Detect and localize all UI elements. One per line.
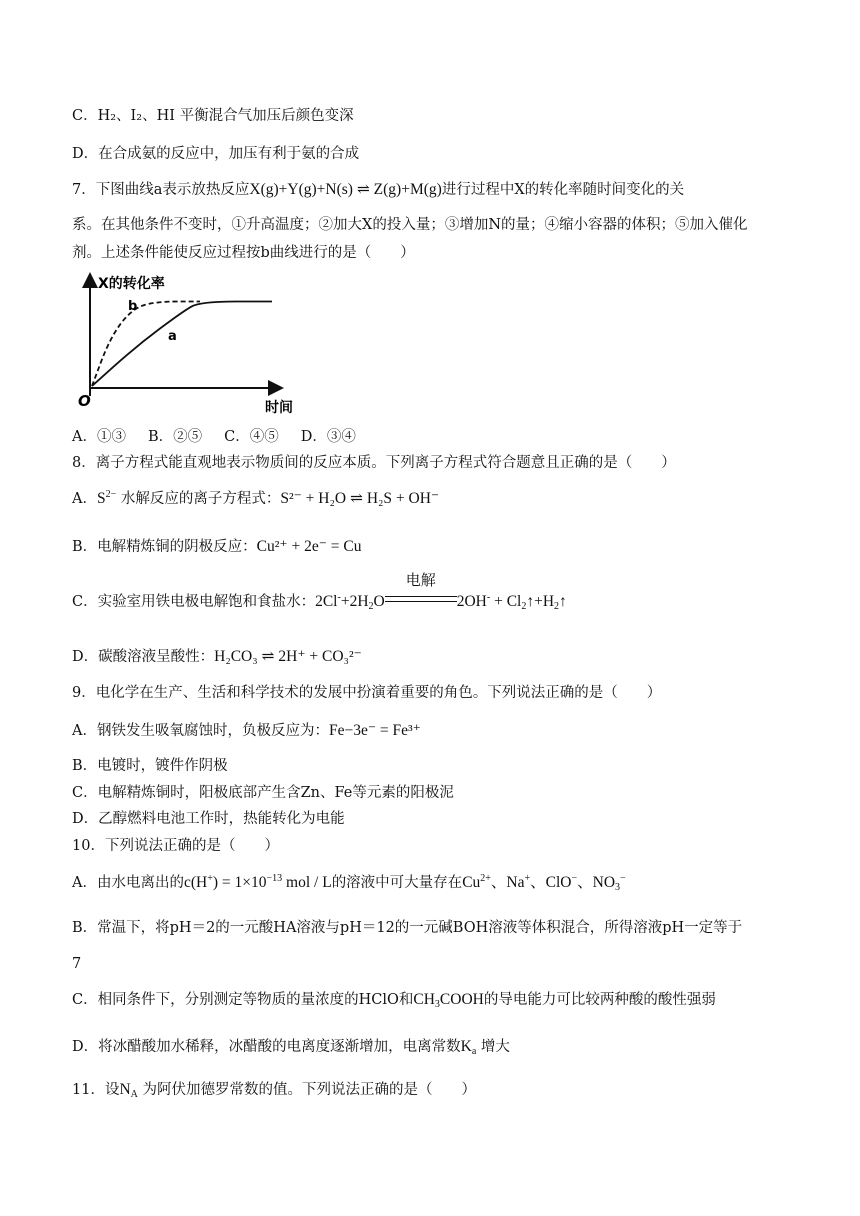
q7-option-b: B．②⑤	[147, 429, 203, 445]
q7-option-c: C．④⑤	[224, 429, 279, 445]
q7-options	[72, 427, 800, 447]
origin-label: O	[78, 392, 91, 410]
q10-option-d-symbol: $K_a$	[460, 1038, 477, 1057]
q9-option-a-equation: Fe−3e⁻ = Fe³⁺	[328, 722, 421, 739]
q8-option-c-rhs: $2OH^- + Cl_2↑+H_2↑$	[456, 592, 567, 612]
electrolysis-condition: 电解	[405, 571, 436, 589]
q7-stem-line3	[72, 243, 800, 263]
q8-option-d-text: D．碳酸溶液呈酸性：	[72, 649, 215, 665]
q10-option-b-line2	[72, 954, 800, 974]
q8-option-a-letter: A．	[72, 491, 97, 507]
q8-option-a	[72, 489, 800, 509]
q6-option-c-text: C．H₂、I₂、HI 平衡混合气加压后颜色变深	[72, 108, 354, 124]
q7-option-d: D．③④	[300, 429, 356, 445]
q10-option-c	[72, 990, 800, 1010]
q8-option-a-text: 水解反应的离子方程式：	[120, 491, 281, 507]
q9-option-c	[72, 783, 800, 803]
q8-stem	[72, 453, 800, 473]
q10-stem-text: 10．下列说法正确的是（ ）	[72, 838, 279, 854]
q10-option-b-text: B．常温下，将pH＝2的一元酸HA溶液与pH＝12的一元碱BOH溶液等体积混合，所得溶液pH一定等于	[72, 920, 743, 936]
q9-stem	[72, 683, 800, 703]
q10-option-d	[72, 1037, 800, 1057]
curve-a	[92, 302, 272, 386]
q10-option-d-post: 增大	[480, 1039, 510, 1055]
q8-stem-text: 8．离子方程式能直观地表示物质间的反应本质。下列离子方程式符合题意且正确的是（ ）	[72, 455, 676, 471]
q7-equation: X(g)+Y(g)+N(s) ⇌ Z(g)+M(g)	[249, 181, 442, 198]
q7-stem-line1	[72, 180, 800, 200]
q10-option-b-line1	[72, 918, 800, 938]
q6-option-c	[72, 106, 800, 126]
q9-stem-text: 9．电化学在生产、生活和科学技术的发展中扮演着重要的角色。下列说法正确的是（ ）	[72, 685, 662, 701]
y-axis-label: X的转化率	[98, 276, 165, 292]
q7-stem-line3-text: 剂。上述条件能使反应过程按b曲线进行的是（ ）	[72, 245, 415, 261]
q9-option-d-text: D．乙醇燃料电池工作时，热能转化为电能	[72, 811, 345, 827]
q7-stem-post: 进行过程中X的转化率随时间变化的关	[441, 182, 685, 198]
q8-option-c	[72, 571, 800, 612]
q11-symbol: $N_A$	[119, 1081, 138, 1100]
q10-option-c-pre: C．相同条件下，分别测定等物质的量浓度的HClO和	[72, 992, 414, 1008]
q6-option-d-text: D．在合成氨的反应中，加压有利于氨的合成	[72, 146, 360, 162]
conversion-rate-chart	[72, 270, 322, 420]
q10-option-c-formula: $CH_3COOH$	[413, 991, 484, 1010]
q11-stem-post: 为阿伏加德罗常数的值。下列说法正确的是（ ）	[142, 1082, 476, 1098]
q10-option-c-post: 的导电能力可比较两种酸的酸性强弱	[483, 992, 716, 1008]
q9-option-d	[72, 809, 800, 829]
q8-option-d	[72, 647, 800, 667]
q10-option-a-pre: A．由水电离出的	[72, 875, 184, 891]
x-axis-label: 时间	[265, 400, 293, 416]
q9-option-b-text: B．电镀时，镀件作阴极	[72, 758, 228, 774]
q7-stem-line2	[72, 215, 800, 235]
q10-option-a	[72, 873, 800, 893]
q7-option-a: A．①③	[72, 429, 126, 445]
q8-option-a-ion: $S^{2-}$	[96, 489, 117, 507]
q8-option-b	[72, 537, 800, 557]
curve-b-label: b	[128, 299, 138, 314]
q7-stem-line2-text: 系。在其他条件不变时，①升高温度；②加大X的投入量；③增加N的量；④缩小容器的体积；⑤加入催化	[72, 217, 748, 233]
q7-stem-pre: 7．下图曲线a表示放热反应	[72, 182, 250, 198]
q10-option-b-text-cont: 7	[72, 956, 82, 972]
q6-option-d	[72, 144, 800, 164]
curve-a-label: a	[168, 329, 177, 344]
q8-option-d-equation: H₂CO₃ ⇌ 2H⁺ + CO₃²⁻	[214, 648, 362, 665]
q11-stem	[72, 1080, 800, 1100]
q8-option-c-text: C．实验室用铁电极电解饱和食盐水：	[72, 594, 316, 610]
q9-option-c-text: C．电解精炼铜时，阳极底部产生含Zn、Fe等元素的阳极泥	[72, 785, 454, 801]
q11-stem-pre: 11．设	[72, 1082, 120, 1098]
q8-option-a-equation: S²⁻ + H₂O ⇌ H₂S + OH⁻	[280, 490, 440, 507]
q9-option-a-text: A．钢铁发生吸氧腐蚀时，负极反应为：	[72, 723, 329, 739]
q10-option-a-ions: $Cu^{2+}$、Na+、ClO−、$NO_3^-$	[462, 873, 626, 893]
q10-stem	[72, 836, 800, 856]
q10-option-a-formula: $c(H^+) = 1\times 10^{-13}$ mol / L	[183, 873, 332, 891]
q8-option-c-lhs: $2Cl^-+2H_2O$	[315, 592, 385, 612]
q9-option-b	[72, 756, 800, 776]
electrolysis-arrow	[385, 571, 457, 612]
curve-b	[92, 302, 200, 386]
q10-option-a-mid: 的溶液中可大量存在	[331, 875, 463, 891]
q8-option-b-text: B．电解精炼铜的阴极反应：	[72, 539, 257, 555]
q9-option-a	[72, 721, 800, 741]
q8-option-b-equation: Cu²⁺ + 2e⁻ = Cu	[256, 538, 362, 555]
q10-option-d-pre: D．将冰醋酸加水稀释，冰醋酸的电离度逐渐增加，电离常数	[72, 1039, 461, 1055]
